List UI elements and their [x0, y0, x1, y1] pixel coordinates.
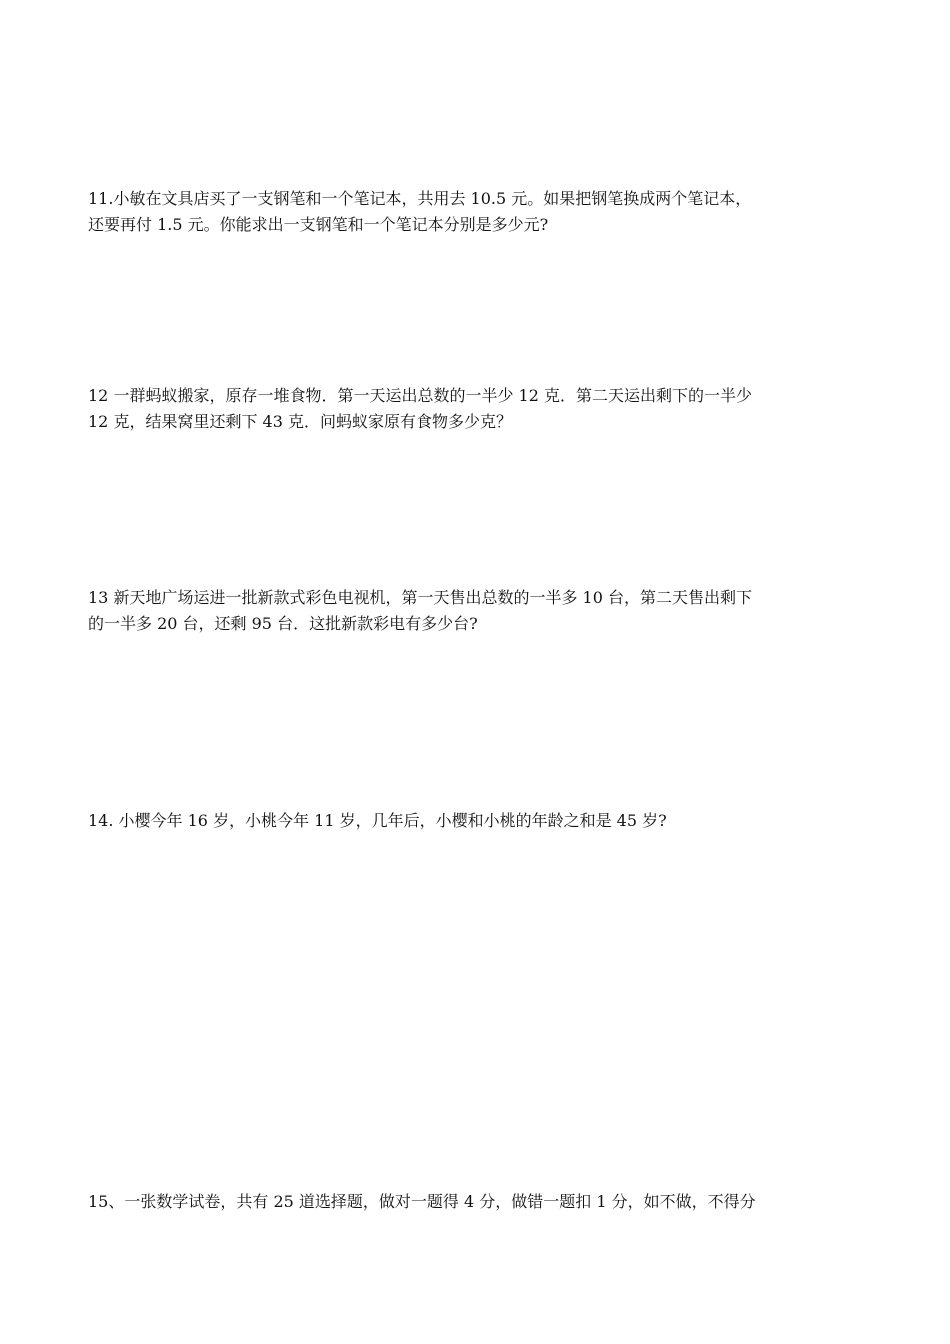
problem-12	[88, 383, 868, 435]
problem-13-line-2: 的一半多 20 台，还剩 95 台．这批新款彩电有多少台?	[88, 614, 478, 633]
problem-11-line-1: 11.小敏在文具店买了一支钢笔和一个笔记本，共用去 10.5 元。如果把钢笔换成两个笔记本，	[88, 189, 752, 208]
problem-13	[88, 585, 868, 637]
problem-15	[88, 1189, 868, 1215]
problem-14-line-1: 14. 小樱今年 16 岁，小桃今年 11 岁，几年后，小樱和小桃的年龄之和是 45 岁?	[88, 811, 667, 830]
problem-14	[88, 808, 868, 834]
problem-12-line-2: 12 克，结果窝里还剩下 43 克．问蚂蚁家原有食物多少克？	[88, 412, 512, 431]
problem-11	[88, 186, 868, 238]
problem-11-line-2: 还要再付 1.5 元。你能求出一支钢笔和一个笔记本分别是多少元?	[88, 215, 549, 234]
problem-12-line-1: 12 一群蚂蚁搬家，原存一堆食物．第一天运出总数的一半少 12 克．第二天运出剩下的一半少	[88, 386, 752, 405]
problem-13-line-1: 13 新天地广场运进一批新款式彩色电视机，第一天售出总数的一半多 10 台，第二天售出剩下	[88, 588, 752, 607]
problem-15-line-1: 15、一张数学试卷，共有 25 道选择题，做对一题得 4 分，做错一题扣 1 分，如不做，不得分	[88, 1192, 756, 1211]
